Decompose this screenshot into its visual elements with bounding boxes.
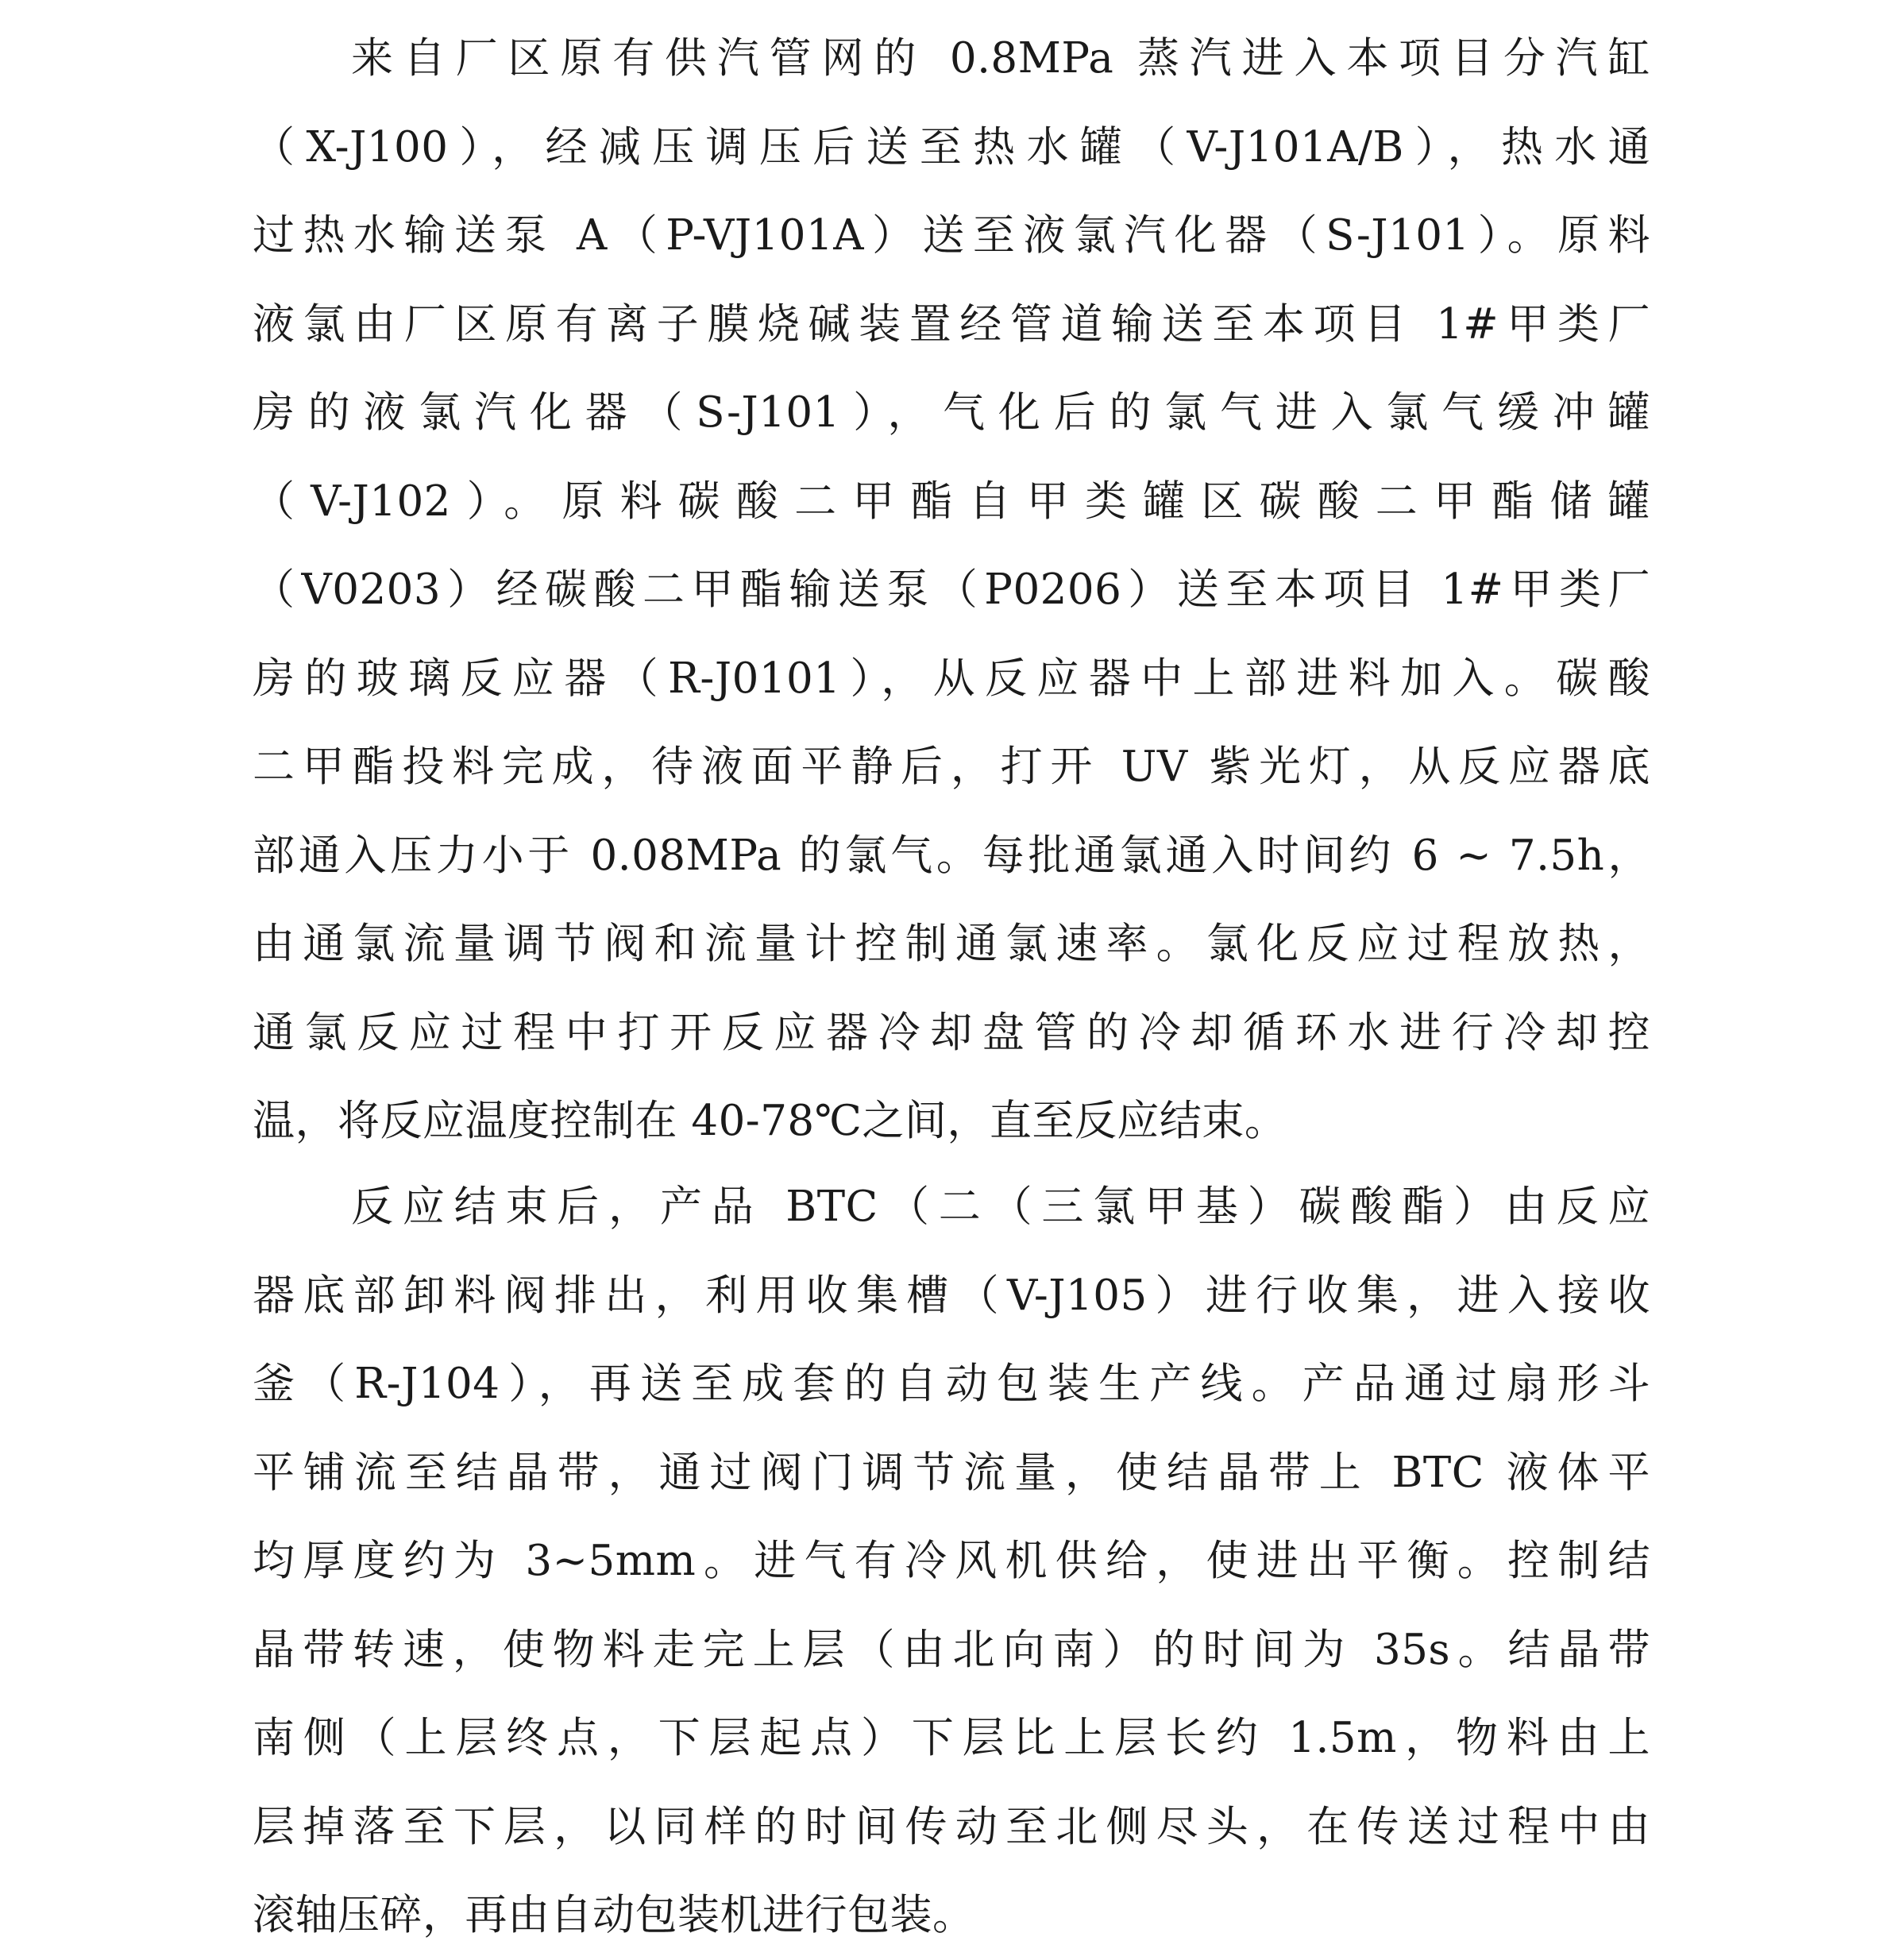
text-line: 反应结束后，产品 BTC（二（三氯甲基）碳酸酯）由反应 xyxy=(351,1183,1650,1231)
text-line: （V0203）经碳酸二甲酯输送泵（P0206）送至本项目 1#甲类厂 xyxy=(253,565,1650,614)
text-line: 晶带转速，使物料走完上层（由北向南）的时间为 35s。结晶带 xyxy=(253,1625,1650,1674)
text-line: 南侧（上层终点，下层起点）下层比上层长约 1.5m，物料由上 xyxy=(253,1714,1650,1762)
text-line: 过热水输送泵 A（P-VJ101A）送至液氯汽化器（S-J101）。原料 xyxy=(253,211,1650,260)
text-line: 器底部卸料阀排出，利用收集槽（V-J105）进行收集，进入接收 xyxy=(253,1271,1650,1320)
paragraph-product-packaging xyxy=(253,1163,1650,1960)
paragraph-process-feed xyxy=(253,14,1650,1166)
text-line: 二甲酯投料完成，待液面平静后，打开 UV 紫光灯，从反应器底 xyxy=(253,743,1650,791)
text-line: 部通入压力小于 0.08MPa 的氯气。每批通氯通入时间约 6 ~ 7.5h， xyxy=(253,831,1650,880)
text-line: 温，将反应温度控制在 40-78℃之间，直至反应结束。 xyxy=(253,1097,1287,1145)
text-line: 层掉落至下层，以同样的时间传动至北侧尽头，在传送过程中由 xyxy=(253,1802,1650,1851)
text-line: 房的液氯汽化器（S-J101），气化后的氯气进入氯气缓冲罐 xyxy=(253,388,1650,437)
text-line: （X-J100），经减压调压后送至热水罐（V-J101A/B），热水通 xyxy=(253,122,1650,172)
text-line: 滚轴压碎，再由自动包装机进行包装。 xyxy=(253,1891,975,1939)
text-line: 釜（R-J104），再送至成套的自动包装生产线。产品通过扇形斗 xyxy=(253,1360,1650,1408)
text-line: 由通氯流量调节阀和流量计控制通氯速率。氯化反应过程放热， xyxy=(253,920,1650,968)
text-line: 房的玻璃反应器（R-J0101），从反应器中上部进料加入。碳酸 xyxy=(253,654,1650,703)
text-line: 平铺流至结晶带，通过阀门调节流量，使结晶带上 BTC 液体平 xyxy=(253,1448,1650,1497)
text-line: 液氯由厂区原有离子膜烧碱装置经管道输送至本项目 1#甲类厂 xyxy=(253,299,1650,349)
document-page xyxy=(253,0,1650,1958)
text-line: 通氯反应过程中打开反应器冷却盘管的冷却循环水进行冷却控 xyxy=(253,1008,1650,1057)
text-line: 来自厂区原有供汽管网的 0.8MPa 蒸汽进入本项目分汽缸 xyxy=(351,34,1650,83)
text-line: （V-J102）。原料碳酸二甲酯自甲类罐区碳酸二甲酯储罐 xyxy=(253,476,1650,526)
text-line: 均厚度约为 3~5mm。进气有冷风机供给，使进出平衡。控制结 xyxy=(253,1537,1650,1585)
